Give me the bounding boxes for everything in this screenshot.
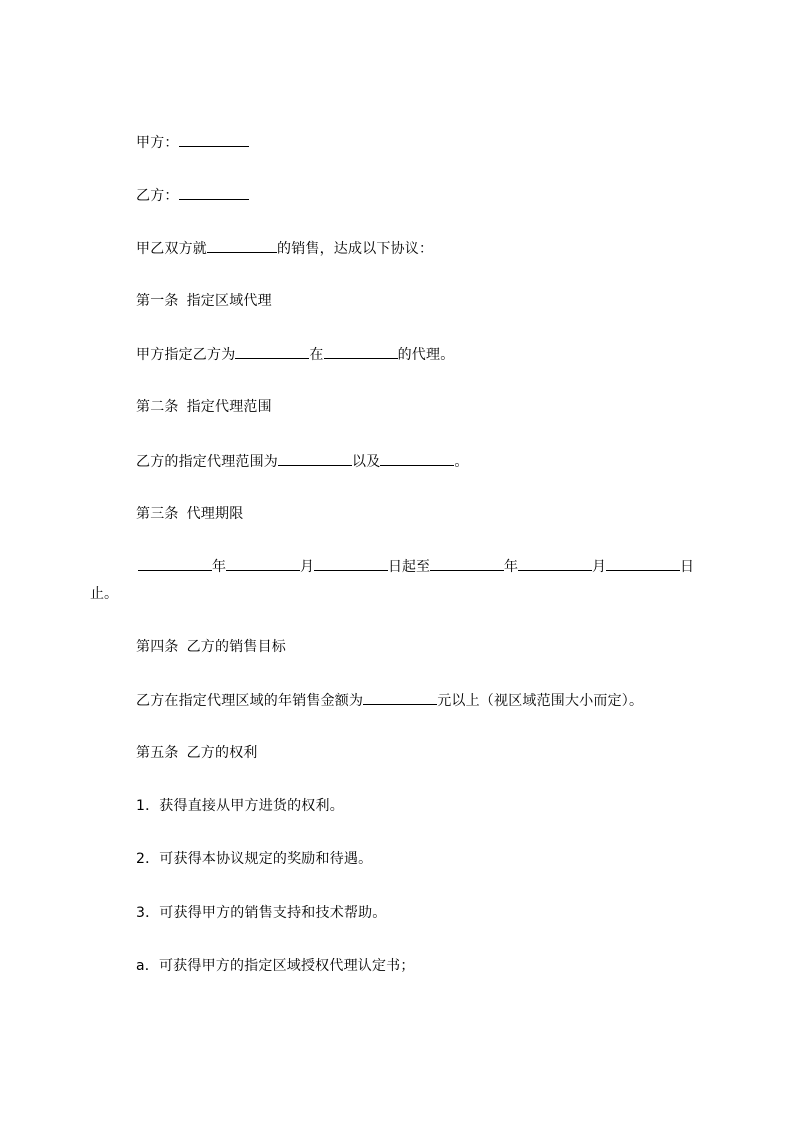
article4-number: 第四条: [136, 639, 179, 655]
intro-blank: [207, 238, 277, 253]
article5-number: 第五条: [136, 745, 179, 761]
party-b-blank: [179, 185, 249, 200]
intro-suffix: 的销售，达成以下协议：: [277, 241, 434, 257]
party-a-blank: [179, 132, 249, 147]
article1-heading: [136, 291, 272, 311]
article2-blank-2: [380, 451, 454, 466]
article4-title: 乙方的销售目标: [186, 639, 287, 655]
list-item-3: 3．可获得甲方的销售支持和技术帮助。: [136, 905, 387, 921]
end-month-label: 月: [592, 559, 606, 575]
article5-heading: [136, 743, 258, 763]
article4-body: [136, 690, 643, 711]
start-year-blank: [138, 556, 212, 571]
article3-date-range: [138, 556, 694, 577]
article1-text-c: 的代理。: [397, 347, 455, 363]
article2-heading: [136, 397, 272, 417]
article3-title: 代理期限: [186, 506, 244, 522]
end-day-blank: [606, 556, 680, 571]
party-b-line: [136, 185, 249, 206]
start-month-blank: [226, 556, 300, 571]
article2-text-b: 以及: [352, 454, 381, 470]
article3-date-tail: 止。: [90, 586, 118, 602]
article2-text-a: 乙方的指定代理范围为: [136, 454, 278, 470]
article1-blank-1: [235, 344, 309, 359]
list-item-a: a．可获得甲方的指定区域授权代理认定书；: [136, 958, 415, 974]
intro-prefix: 甲乙双方就: [136, 241, 207, 257]
party-a-label: 甲方：: [136, 135, 179, 151]
article4-heading: [136, 637, 286, 657]
article3-heading: [136, 504, 243, 524]
end-day-label: 日: [680, 559, 694, 575]
article2-body: [136, 451, 469, 472]
article3-number: 第三条: [136, 506, 179, 522]
article2-text-c: 。: [454, 454, 469, 470]
article1-text-a: 甲方指定乙方为: [136, 347, 236, 363]
start-month-label: 月: [300, 559, 314, 575]
start-day-blank: [314, 556, 388, 571]
article2-title: 指定代理范围: [186, 399, 272, 415]
article4-text-b: 元以上（视区域范围大小而定）。: [437, 693, 644, 709]
article1-blank-2: [324, 344, 398, 359]
article1-number: 第一条: [136, 293, 179, 309]
end-year-label: 年: [504, 559, 518, 575]
end-month-blank: [518, 556, 592, 571]
article5-title: 乙方的权利: [186, 745, 258, 761]
article4-text-a: 乙方在指定代理区域的年销售金额为: [136, 693, 364, 709]
list-item-2: 2．可获得本协议规定的奖励和待遇。: [136, 851, 373, 867]
party-b-label: 乙方：: [136, 188, 179, 204]
article2-blank-1: [278, 451, 352, 466]
article1-body: [136, 344, 454, 365]
start-day-label: 日起至: [388, 559, 430, 575]
article2-number: 第二条: [136, 399, 179, 415]
start-year-label: 年: [212, 559, 226, 575]
end-year-blank: [430, 556, 504, 571]
intro-line: [136, 238, 433, 259]
article1-text-b: 在: [309, 347, 324, 363]
article1-title: 指定区域代理: [186, 293, 272, 309]
party-a-line: [136, 132, 249, 153]
list-item-1: 1．获得直接从甲方进货的权利。: [136, 798, 344, 814]
article4-blank: [363, 690, 437, 705]
